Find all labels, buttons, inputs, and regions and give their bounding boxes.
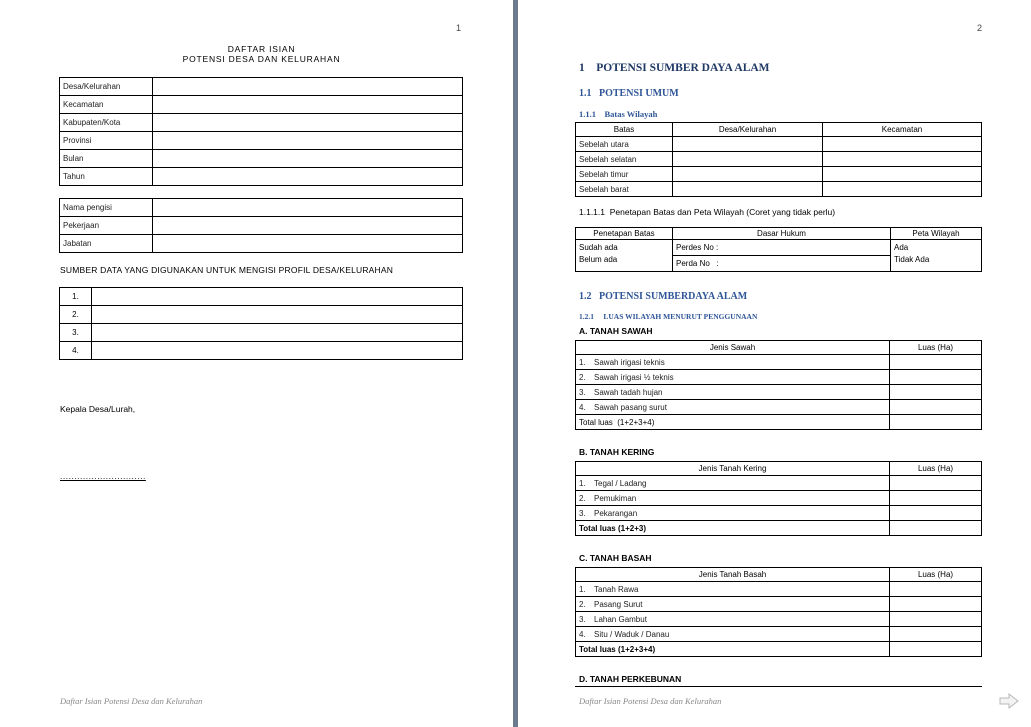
item-number: 4. — [579, 629, 586, 639]
section-title-perkebunan: D. TANAH PERKEBUNAN — [579, 674, 682, 684]
item-label: Situ / Waduk / Danau — [594, 629, 670, 639]
total-label: Total luas (1+2+3+4) — [576, 415, 890, 430]
source-number: 3. — [60, 324, 92, 342]
desa-field[interactable] — [673, 182, 823, 197]
section-title-sawah: A. TANAH SAWAH — [579, 326, 653, 336]
heading-penetapan-batas: 1.1.1.1 Penetapan Batas dan Peta Wilayah (Coret yang tidak perlu) — [579, 207, 836, 217]
luas-field[interactable] — [890, 597, 982, 612]
luas-field[interactable] — [890, 491, 982, 506]
luas-field[interactable] — [890, 400, 982, 415]
identity-value-field[interactable] — [153, 132, 463, 150]
luas-field[interactable] — [890, 582, 982, 597]
filler-table — [59, 198, 463, 253]
identity-table — [59, 77, 463, 186]
heading-potensi-umum: 1.1 POTENSI UMUM — [579, 88, 679, 99]
land-type-label — [576, 612, 890, 627]
perda-field[interactable]: Perda No : — [676, 259, 719, 268]
item-label: Pasang Surut — [594, 599, 643, 609]
batas-label: Sebelah barat — [576, 182, 673, 197]
column-header: Peta Wilayah — [891, 228, 982, 240]
column-header: Dasar Hukum — [673, 228, 891, 240]
document-page-1 — [0, 0, 513, 727]
luas-field[interactable] — [890, 370, 982, 385]
land-type-label — [576, 627, 890, 642]
land-type-label — [576, 597, 890, 612]
desa-field[interactable] — [673, 152, 823, 167]
source-value-field[interactable] — [92, 306, 463, 324]
page-footer: Daftar Isian Potensi Desa dan Kelurahan — [579, 696, 722, 706]
section-title-kering: B. TANAH KERING — [579, 447, 655, 457]
kecamatan-field[interactable] — [823, 152, 982, 167]
identity-label: Kecamatan — [60, 96, 153, 114]
title-line-2: POTENSI DESA DAN KELURAHAN — [182, 54, 341, 64]
column-header: Penetapan Batas — [576, 228, 673, 240]
item-label: Sawah irigasi ½ teknis — [594, 372, 674, 382]
item-number: 1. — [579, 357, 586, 367]
item-label: Lahan Gambut — [594, 614, 647, 624]
land-type-label — [576, 355, 890, 370]
total-label: Total luas (1+2+3) — [576, 521, 890, 536]
table-top-border — [575, 686, 982, 687]
sawah-table — [575, 340, 982, 430]
column-header: Kecamatan — [823, 123, 982, 137]
filler-value-field[interactable] — [153, 217, 463, 235]
land-type-label — [576, 400, 890, 415]
identity-value-field[interactable] — [153, 168, 463, 186]
heading-potensi-sda: 1 POTENSI SUMBER DAYA ALAM — [579, 62, 770, 74]
column-header: Jenis Tanah Basah — [576, 568, 890, 582]
total-luas-field[interactable] — [890, 521, 982, 536]
source-number: 2. — [60, 306, 92, 324]
source-value-field[interactable] — [92, 324, 463, 342]
perdes-field[interactable]: Perdes No : — [673, 240, 890, 256]
land-type-label — [576, 385, 890, 400]
source-number: 1. — [60, 288, 92, 306]
signature-label: Kepala Desa/Lurah, — [60, 404, 136, 414]
land-type-label — [576, 582, 890, 597]
page-footer: Daftar Isian Potensi Desa dan Kelurahan — [60, 696, 203, 706]
source-value-field[interactable] — [92, 342, 463, 360]
filler-label: Jabatan — [60, 235, 153, 253]
batas-label: Sebelah selatan — [576, 152, 673, 167]
identity-label: Desa/Kelurahan — [60, 78, 153, 96]
identity-value-field[interactable] — [153, 150, 463, 168]
status-sudah-ada[interactable]: Sudah ada — [579, 243, 618, 252]
batas-label: Sebelah timur — [576, 167, 673, 182]
item-number: 1. — [579, 478, 586, 488]
desa-field[interactable] — [673, 137, 823, 152]
basah-table — [575, 567, 982, 657]
kecamatan-field[interactable] — [823, 137, 982, 152]
batas-table — [575, 122, 982, 197]
item-number: 3. — [579, 387, 586, 397]
column-header: Luas (Ha) — [890, 462, 982, 476]
land-type-label — [576, 506, 890, 521]
identity-value-field[interactable] — [153, 96, 463, 114]
item-number: 2. — [579, 599, 586, 609]
luas-field[interactable] — [890, 476, 982, 491]
source-heading: SUMBER DATA YANG DIGUNAKAN UNTUK MENGISI PROFIL DESA/KELURAHAN — [60, 265, 394, 275]
item-number: 1. — [579, 584, 586, 594]
total-luas-field[interactable] — [890, 642, 982, 657]
item-label: Tanah Rawa — [594, 584, 639, 594]
land-type-label — [576, 476, 890, 491]
source-table — [59, 287, 463, 360]
column-header: Jenis Tanah Kering — [576, 462, 890, 476]
total-label: Total luas (1+2+3+4) — [576, 642, 890, 657]
item-label: Sawah irigasi teknis — [594, 357, 665, 367]
batas-label: Sebelah utara — [576, 137, 673, 152]
kecamatan-field[interactable] — [823, 182, 982, 197]
penetapan-table — [575, 227, 982, 272]
column-header: Luas (Ha) — [890, 341, 982, 355]
column-header: Jenis Sawah — [576, 341, 890, 355]
signature-line: .............................. — [60, 471, 146, 481]
luas-field[interactable] — [890, 355, 982, 370]
identity-label: Kabupaten/Kota — [60, 114, 153, 132]
filler-value-field[interactable] — [153, 235, 463, 253]
title-line-1: DAFTAR ISIAN — [227, 44, 296, 54]
luas-field[interactable] — [890, 385, 982, 400]
item-number: 3. — [579, 614, 586, 624]
kering-table — [575, 461, 982, 536]
item-label: Tegal / Ladang — [594, 478, 647, 488]
map-tidak-ada[interactable]: Tidak Ada — [894, 255, 930, 264]
filler-value-field[interactable] — [153, 199, 463, 217]
item-label: Sawah tadah hujan — [594, 387, 663, 397]
item-number: 2. — [579, 372, 586, 382]
identity-label: Provinsi — [60, 132, 153, 150]
column-header: Luas (Ha) — [890, 568, 982, 582]
item-label: Pemukiman — [594, 493, 637, 503]
land-type-label — [576, 370, 890, 385]
arrow-right-icon[interactable] — [999, 693, 1019, 714]
page-number: 2 — [977, 23, 983, 33]
item-number: 2. — [579, 493, 586, 503]
column-header: Desa/Kelurahan — [673, 123, 823, 137]
identity-label: Tahun — [60, 168, 153, 186]
map-ada[interactable]: Ada — [894, 243, 909, 252]
section-title-basah: C. TANAH BASAH — [579, 553, 652, 563]
heading-batas-wilayah: 1.1.1 Batas Wilayah — [579, 109, 658, 119]
source-number: 4. — [60, 342, 92, 360]
item-label: Sawah pasang surut — [594, 402, 667, 412]
item-number: 3. — [579, 508, 586, 518]
document-page-2 — [518, 0, 1031, 727]
document-title — [60, 44, 463, 64]
filler-label: Pekerjaan — [60, 217, 153, 235]
desa-field[interactable] — [673, 167, 823, 182]
source-value-field[interactable] — [92, 288, 463, 306]
filler-label: Nama pengisi — [60, 199, 153, 217]
luas-field[interactable] — [890, 612, 982, 627]
identity-value-field[interactable] — [153, 114, 463, 132]
page-number: 1 — [456, 23, 462, 33]
heading-potensi-sumberdaya-alam: 1.2 POTENSI SUMBERDAYA ALAM — [579, 291, 748, 302]
column-header: Batas — [576, 123, 673, 137]
kecamatan-field[interactable] — [823, 167, 982, 182]
luas-field[interactable] — [890, 627, 982, 642]
identity-label: Bulan — [60, 150, 153, 168]
item-number: 4. — [579, 402, 586, 412]
heading-luas-wilayah: 1.2.1 LUAS WILAYAH MENURUT PENGGUNAAN — [579, 312, 758, 321]
land-type-label — [576, 491, 890, 506]
item-label: Pekarangan — [594, 508, 638, 518]
identity-value-field[interactable] — [153, 78, 463, 96]
luas-field[interactable] — [890, 506, 982, 521]
total-luas-field[interactable] — [890, 415, 982, 430]
status-belum-ada[interactable]: Belum ada — [579, 255, 618, 264]
